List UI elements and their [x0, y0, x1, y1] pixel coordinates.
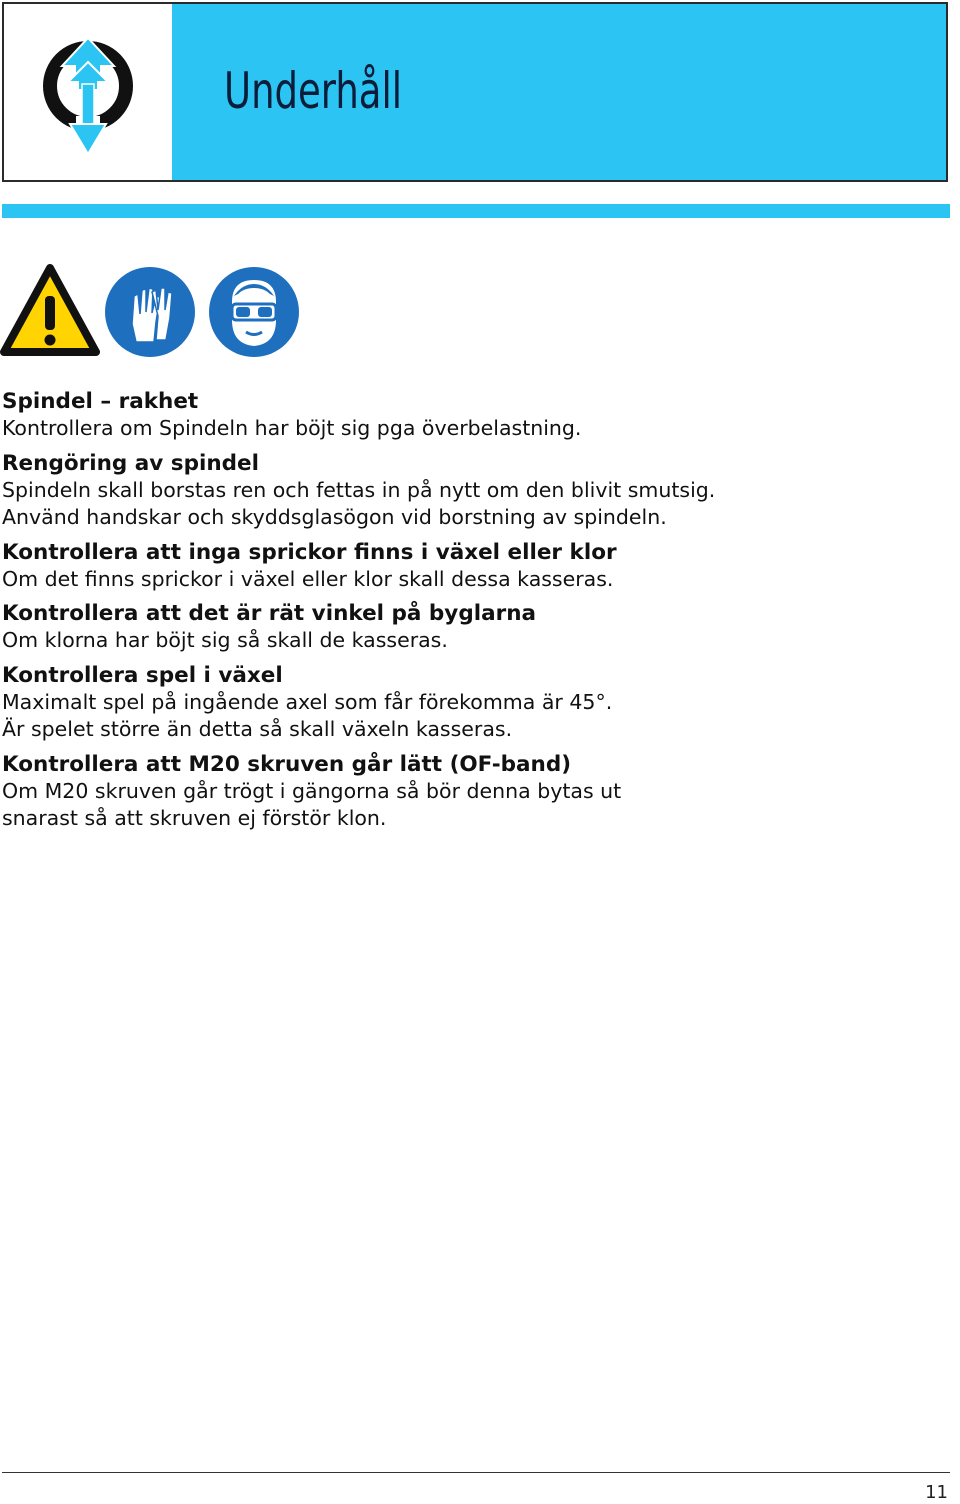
header-accent-bar [2, 204, 950, 218]
wear-gloves-icon [104, 266, 196, 358]
logo-box [4, 4, 172, 180]
page-header [2, 2, 948, 182]
section-crack-check [2, 539, 722, 594]
section-text: Kontrollera om Spindeln har böjt sig pga överbelastning. [2, 416, 582, 440]
section-text: Maximalt spel på ingående axel som får förekomma är 45°. [2, 689, 613, 714]
warning-triangle-icon [0, 262, 100, 358]
section-m20-screw-check [2, 751, 722, 833]
page-number: 11 [925, 1482, 948, 1503]
section-spindle-cleaning [2, 450, 722, 532]
section-text: Är spelet större än detta så skall växeln kasseras. [2, 717, 513, 741]
page-title: Underhåll [224, 62, 403, 120]
section-heading: Rengöring av spindel [2, 450, 259, 476]
section-text: Om klorna har böjt sig så skall de kasseras. [2, 628, 448, 652]
section-text: snarast så att skruven ej förstör klon. [2, 806, 387, 830]
section-heading: Spindel – rakhet [2, 389, 199, 414]
maintenance-instructions [2, 388, 722, 833]
section-heading: Kontrollera att M20 skruven går lätt (OF-band) [2, 751, 572, 777]
section-text: Om M20 skruven går trögt i gängorna så bör denna bytas ut [2, 778, 622, 803]
section-angle-check [2, 600, 722, 655]
section-heading: Kontrollera spel i växel [2, 662, 283, 688]
section-spindle-straightness [2, 388, 722, 443]
section-gear-play-check [2, 662, 722, 744]
maintenance-arrow-icon [4, 4, 172, 180]
footer-divider [2, 1472, 950, 1473]
wear-safety-glasses-icon [208, 266, 300, 358]
section-text: Spindeln skall borstas ren och fettas in på nytt om den blivit smutsig. [2, 477, 716, 502]
section-heading: Kontrollera att det är rät vinkel på byglarna [2, 601, 537, 626]
section-text: Använd handskar och skyddsglasögon vid borstning av spindeln. [2, 505, 667, 529]
section-text: Om det finns sprickor i växel eller klor skall dessa kasseras. [2, 566, 614, 591]
title-panel [172, 4, 946, 180]
section-heading: Kontrollera att inga sprickor finns i växel eller klor [2, 539, 617, 565]
